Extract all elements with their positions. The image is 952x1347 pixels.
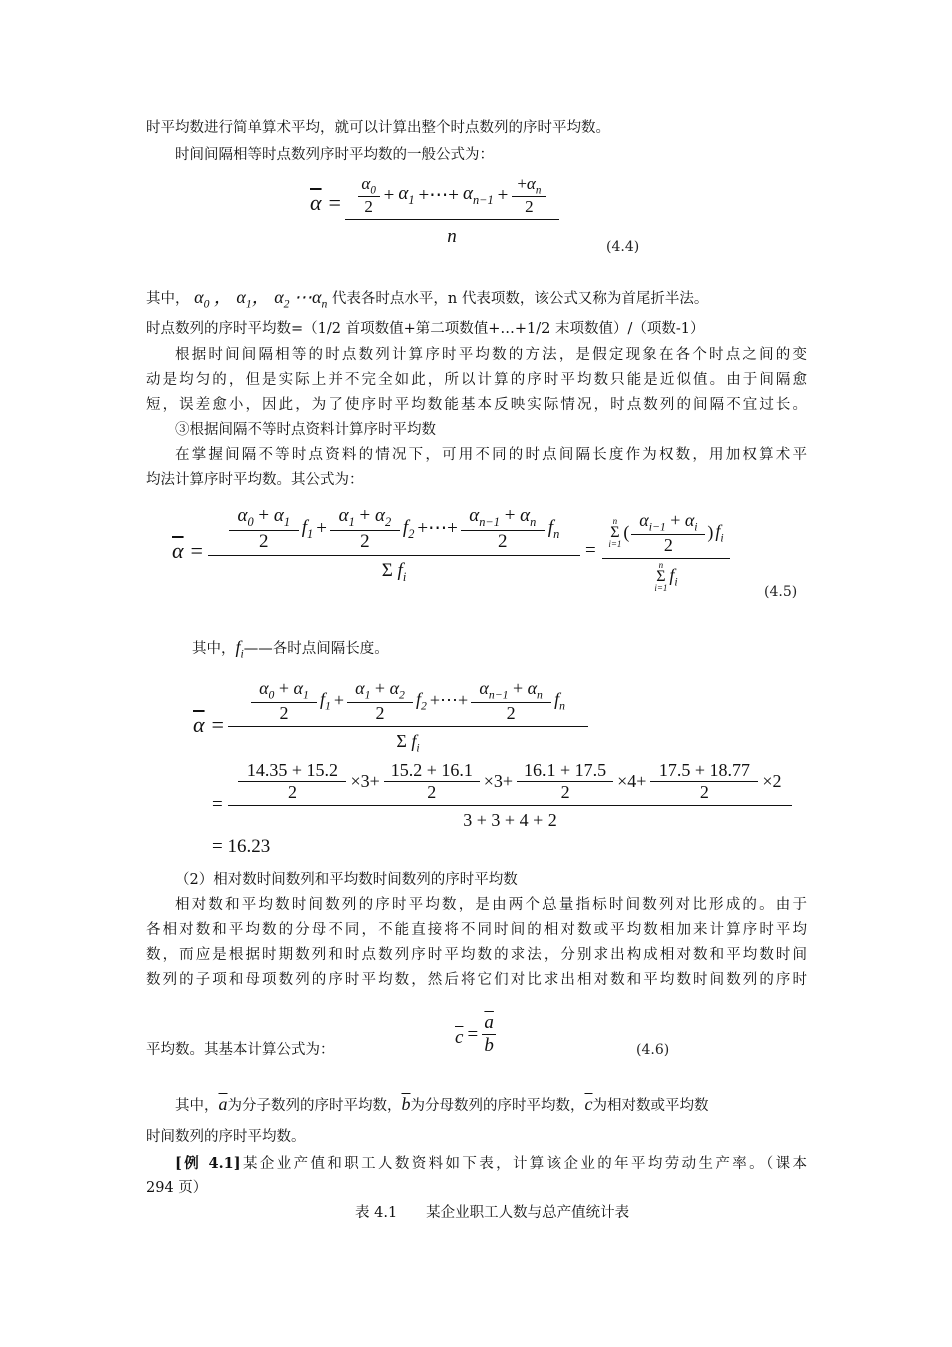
paragraph-text: 其中，$\overline{a}$为分子数列的序时平均数，$\overline{b}$为分母数列的序时平均数，$\overline{c}$为相对数或平均数 [175, 1094, 709, 1114]
paragraph-text: 动是均匀的，但是实际上并不完全如此，所以计算的序时平均数只能是近似值。由于间隔愈 [146, 372, 807, 388]
equation-number: (4.5) [764, 584, 798, 600]
paragraph-text: 相对数和平均数时间数列的序时平均数，是由两个总量指标时间数列对比形成的。由于 [175, 897, 807, 913]
c-bar-symbol: $\overline{c}$ [584, 1094, 593, 1114]
example-label: [例 4.1] [175, 1155, 241, 1172]
paragraph-text: 时间数列的序时平均数。 [146, 1129, 306, 1145]
formula-result: = 16.23 [212, 836, 271, 857]
example-text: [例 4.1]某企业产值和职工人数资料如下表，计算该企业的年平均劳动生产率。（课本 [175, 1155, 808, 1172]
numeric-denominator: 3 + 3 + 4 + 2 [463, 810, 557, 830]
paragraph-text: 平均数。其基本计算公式为： [146, 1042, 335, 1058]
paragraph-text: 时点数列的序时平均数=（1/2 首项数值+第二项数值+…+1/2 末项数值）/（项数-1） [146, 321, 705, 337]
alpha-list: $\alpha_0$ ， $\alpha_1$， $\alpha_2$ $\cdots\alpha_n$ [194, 287, 328, 311]
paragraph-text: 在掌握间隔不等时点资料的情况下，可用不同的时点间隔长度作为权数，用加权算术平 [175, 447, 807, 463]
paragraph-text: 时间间隔相等时点数列序时平均数的一般公式为： [175, 147, 494, 163]
paragraph-text: ③根据间隔不等时点资料计算序时平均数 [175, 422, 436, 438]
paragraph-text: 各相对数和平均数的分母不同，不能直接将不同时间的相对数或平均数相加来计算序时平均 [146, 922, 807, 938]
equals-sign: = [585, 540, 596, 561]
formula-lhs: $\overline{\alpha}$ = [310, 190, 342, 215]
b-bar-symbol: $\overline{b}$ [401, 1094, 411, 1114]
table-caption: 表 4.1 某企业职工人数与总产值统计表 [355, 1205, 630, 1221]
formula-fraction: $\alpha_0$ 2 + $\alpha_1$ +⋯+ $\alpha_{n-1}$ + $+\alpha_n$ 2 n [345, 174, 559, 248]
equation-number: (4.4) [606, 239, 640, 255]
paragraph-text: 数列的子项和母项数列的序时平均数，然后将它们对比求出相对数和平均数时间数列的序时 [146, 972, 807, 988]
paragraph-text [146, 287, 708, 315]
example-text: 294 页） [146, 1180, 208, 1196]
paragraph-text: 时平均数进行简单算术平均，就可以计算出整个时点数列的序时平均数。 [146, 120, 610, 136]
numeric-term: 15.2 + 16.1 [390, 760, 473, 780]
formula-fraction: $\alpha_0 + \alpha_1$ 2 $f_1$ + $\alpha_1 + \alpha_2$ 2 $f_2$ +⋯+ $\alpha_{n-1} + \alpha_n$ 2 $f_n$ Σ $f_i$ [208, 505, 580, 585]
formula-fraction: $\alpha_0 + \alpha_1$ 2 $f_1$ + $\alpha_1 + \alpha_2$ 2 $f_2$ +⋯+ $\alpha_{n-1} + \alpha_n$ 2 $f_n$ Σ $f_i$ [228, 678, 588, 754]
text-suffix: 代表各时点水平，n 代表项数，该公式又称为首尾折半法。 [331, 291, 709, 307]
formula-lhs: $\overline{\alpha}$ = [172, 538, 204, 563]
paragraph-text: 短，误差愈小，因此，为了使序时平均数能基本反映实际情况，时点数列的间隔不宜过长。 [146, 397, 807, 413]
numeric-term: 14.35 + 15.2 [246, 760, 339, 780]
section-heading: （2）相对数时间数列和平均数时间数列的序时平均数 [175, 872, 518, 888]
fi-symbol: $f_i$ [235, 637, 244, 661]
numeric-fraction: 14.35 + 15.2 2 ×3+ 15.2 + 16.1 2 ×3+ 16.1 + 17.5 2 ×4+ 17.5 + 18.77 2 ×2 3 + 3 + 4 + 2 [228, 760, 792, 831]
equation-number: (4.6) [636, 1042, 670, 1058]
formula-lhs: $\overline{\alpha}$ = [193, 712, 225, 737]
equals-sign: = [212, 794, 223, 815]
paragraph-text: 根据时间间隔相等的时点数列计算序时平均数的方法，是假定现象在各个时点之间的变 [175, 347, 807, 363]
paragraph-text: 数，而应是根据时期数列和时点数列序时平均数的求法，分别求出构成相对数和平均数时间 [146, 947, 807, 963]
formula-4-6: $\overline{c}$ = $\frac{\overline{a}}{b}$ [455, 1012, 496, 1057]
numeric-term: 17.5 + 18.77 [658, 760, 750, 780]
paragraph-text: 其中，$f_i——$各时点间隔长度。 [192, 637, 389, 661]
text-prefix: 其中， [146, 291, 190, 307]
formula-fraction-sum: n Σ i=1 ( $\alpha_{i-1} + \alpha_i$ 2 ) $f_i$ n Σ i=1 $f_i$ [602, 510, 730, 593]
numeric-term: 16.1 + 17.5 [524, 760, 607, 780]
a-bar-symbol: $\overline{a}$ [218, 1094, 228, 1114]
paragraph-text: 均法计算序时平均数。其公式为： [146, 472, 364, 488]
